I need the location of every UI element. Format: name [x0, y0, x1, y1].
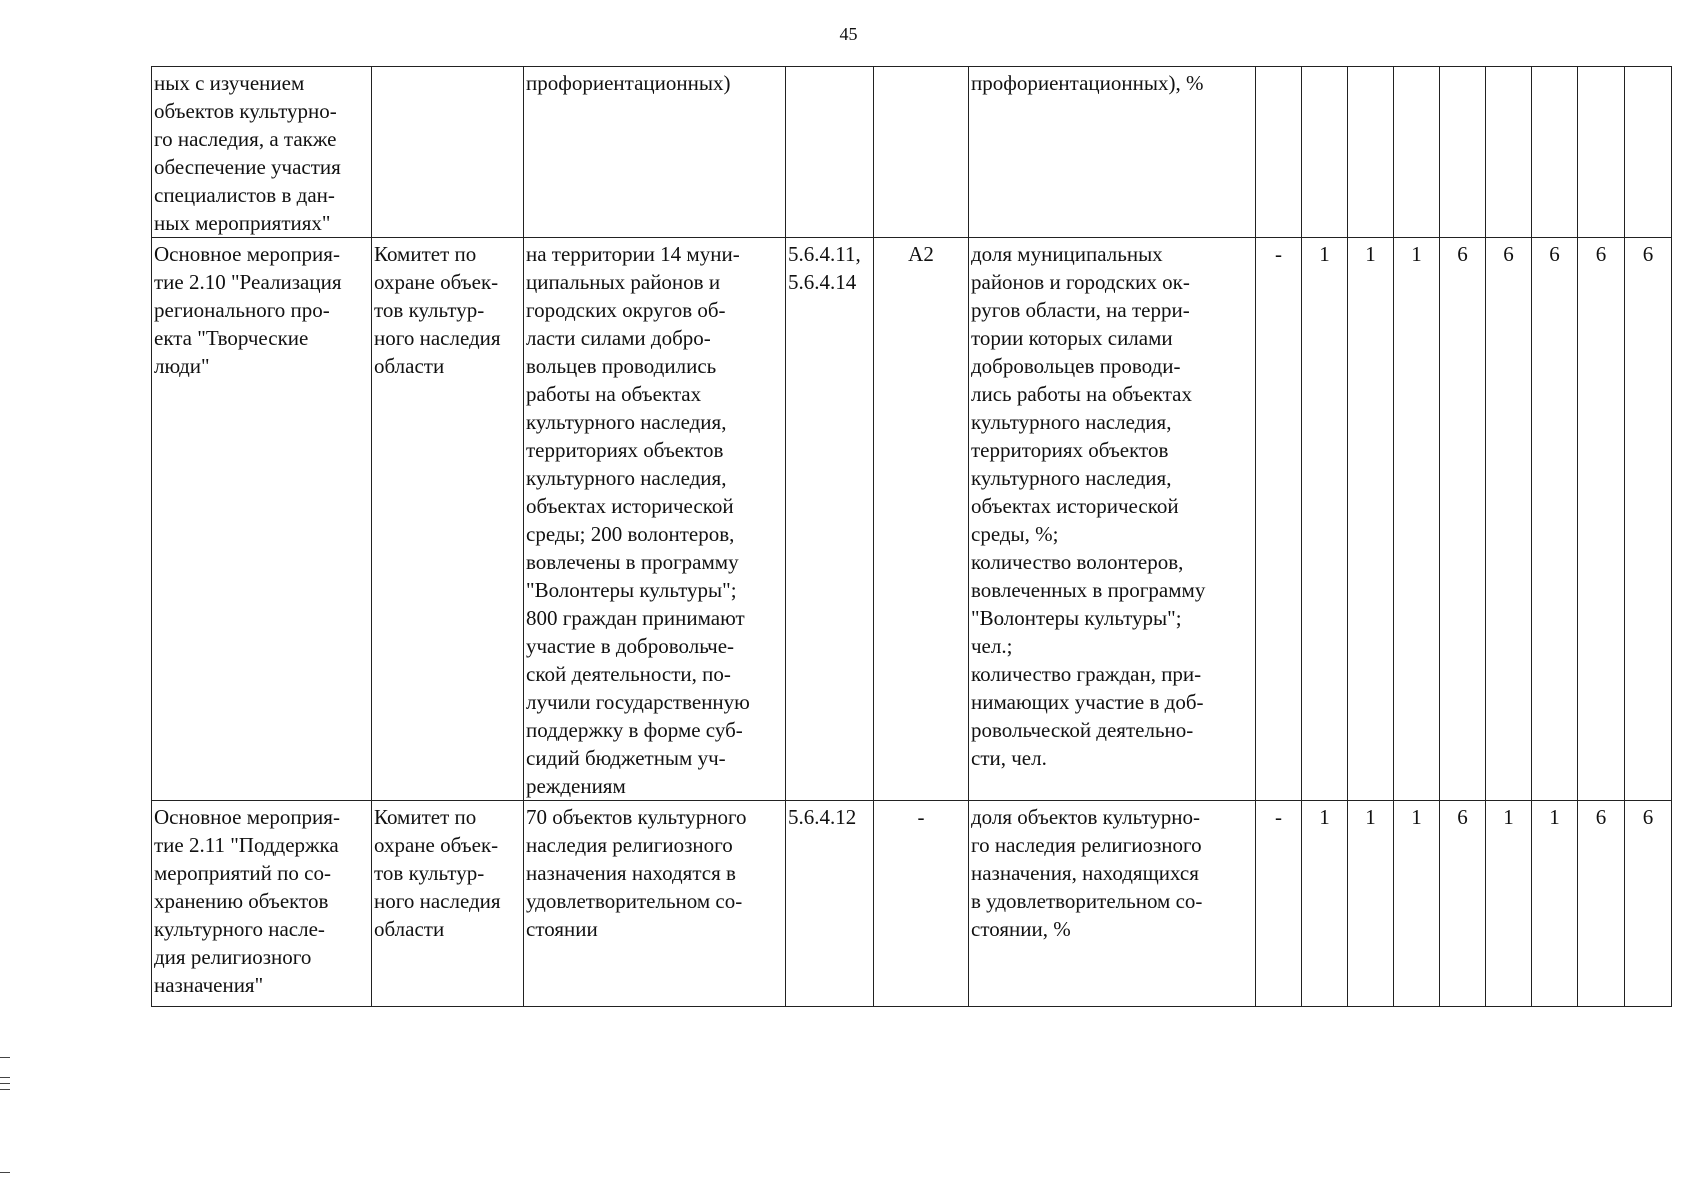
scan-edge-mark	[0, 1083, 10, 1084]
program-events-table	[151, 66, 1672, 1007]
expected-result-cell: на территории 14 муни- ципальных районов и городских округов об- ласти силами добро- вольцев проводились работы на объектах культурного наследия, территориях объектов культурного наследия, объектах исторической среды; 200 волонтеров, вовлечены в программу "Волонтеры культуры"; 800 граждан принимают участие в добровольче- ской деятельности, по- лучили государственную поддержку в форме суб- сидий бюджетным уч- реждениям	[524, 238, 786, 801]
value-cell: 6	[1625, 238, 1672, 801]
value-cell	[1256, 67, 1302, 238]
scan-edge-mark	[0, 1057, 10, 1058]
value-cell: 1	[1486, 801, 1532, 1007]
table-row	[152, 238, 1672, 801]
value-cell: 6	[1440, 238, 1486, 801]
table-row	[152, 801, 1672, 1007]
value-cell: 1	[1532, 801, 1578, 1007]
scan-edge-mark	[0, 1172, 10, 1173]
value-cell: 1	[1302, 801, 1348, 1007]
value-cell: 1	[1348, 238, 1394, 801]
executor-cell: Комитет по охране объек- тов культур- ного наследия области	[372, 238, 524, 801]
value-cell: 1	[1348, 801, 1394, 1007]
value-cell: 6	[1578, 238, 1625, 801]
value-cell: 6	[1578, 801, 1625, 1007]
indicator-cell: доля объектов культурно- го наследия религиозного назначения, находящихся в удовлетворительном со- стоянии, %	[969, 801, 1256, 1007]
code-cell: 5.6.4.12	[786, 801, 874, 1007]
value-cell	[1578, 67, 1625, 238]
code-cell	[786, 67, 874, 238]
indicator-cell: доля муниципальных районов и городских ок- ругов области, на терри- тории которых силами добровольцев проводи- лись работы на объектах культурного наследия, территориях объектов культурного наследия, объектах исторической среды, %; количество волонтеров, вовлеченных в программу "Волонтеры культуры"; чел.; количество граждан, при- нимающих участие в доб- ровольческой деятельно- сти, чел.	[969, 238, 1256, 801]
scan-edge-mark	[0, 1077, 10, 1078]
value-cell: 6	[1625, 801, 1672, 1007]
event-name-cell: ных с изучением объектов культурно- го наследия, а также обеспечение участия специалистов в дан- ных мероприятиях"	[152, 67, 372, 238]
value-cell: -	[1256, 238, 1302, 801]
event-name-cell: Основное мероприя- тие 2.10 "Реализация регионального про- екта "Творческие люди"	[152, 238, 372, 801]
value-cell	[1394, 67, 1440, 238]
executor-cell	[372, 67, 524, 238]
value-cell	[1532, 67, 1578, 238]
project-cell: А2	[874, 238, 969, 801]
value-cell: 1	[1394, 238, 1440, 801]
value-cell	[1486, 67, 1532, 238]
page-number: 45	[839, 24, 858, 44]
expected-result-cell: профориентационных)	[524, 67, 786, 238]
value-cell: 1	[1302, 238, 1348, 801]
expected-result-cell: 70 объектов культурного наследия религиозного назначения находятся в удовлетворительном со- стоянии	[524, 801, 786, 1007]
event-name-cell: Основное мероприя- тие 2.11 "Поддержка мероприятий по со- хранению объектов культурного насле- дия религиозного назначения"	[152, 801, 372, 1007]
value-cell: 6	[1440, 801, 1486, 1007]
value-cell	[1625, 67, 1672, 238]
code-cell: 5.6.4.11, 5.6.4.14	[786, 238, 874, 801]
value-cell	[1348, 67, 1394, 238]
indicator-cell: профориентационных), %	[969, 67, 1256, 238]
value-cell: 6	[1532, 238, 1578, 801]
executor-cell: Комитет по охране объек- тов культур- ного наследия области	[372, 801, 524, 1007]
value-cell: -	[1256, 801, 1302, 1007]
value-cell: 6	[1486, 238, 1532, 801]
value-cell	[1302, 67, 1348, 238]
value-cell: 1	[1394, 801, 1440, 1007]
value-cell	[1440, 67, 1486, 238]
project-cell: -	[874, 801, 969, 1007]
project-cell	[874, 67, 969, 238]
scan-edge-mark	[0, 1089, 10, 1090]
table-row	[152, 67, 1672, 238]
